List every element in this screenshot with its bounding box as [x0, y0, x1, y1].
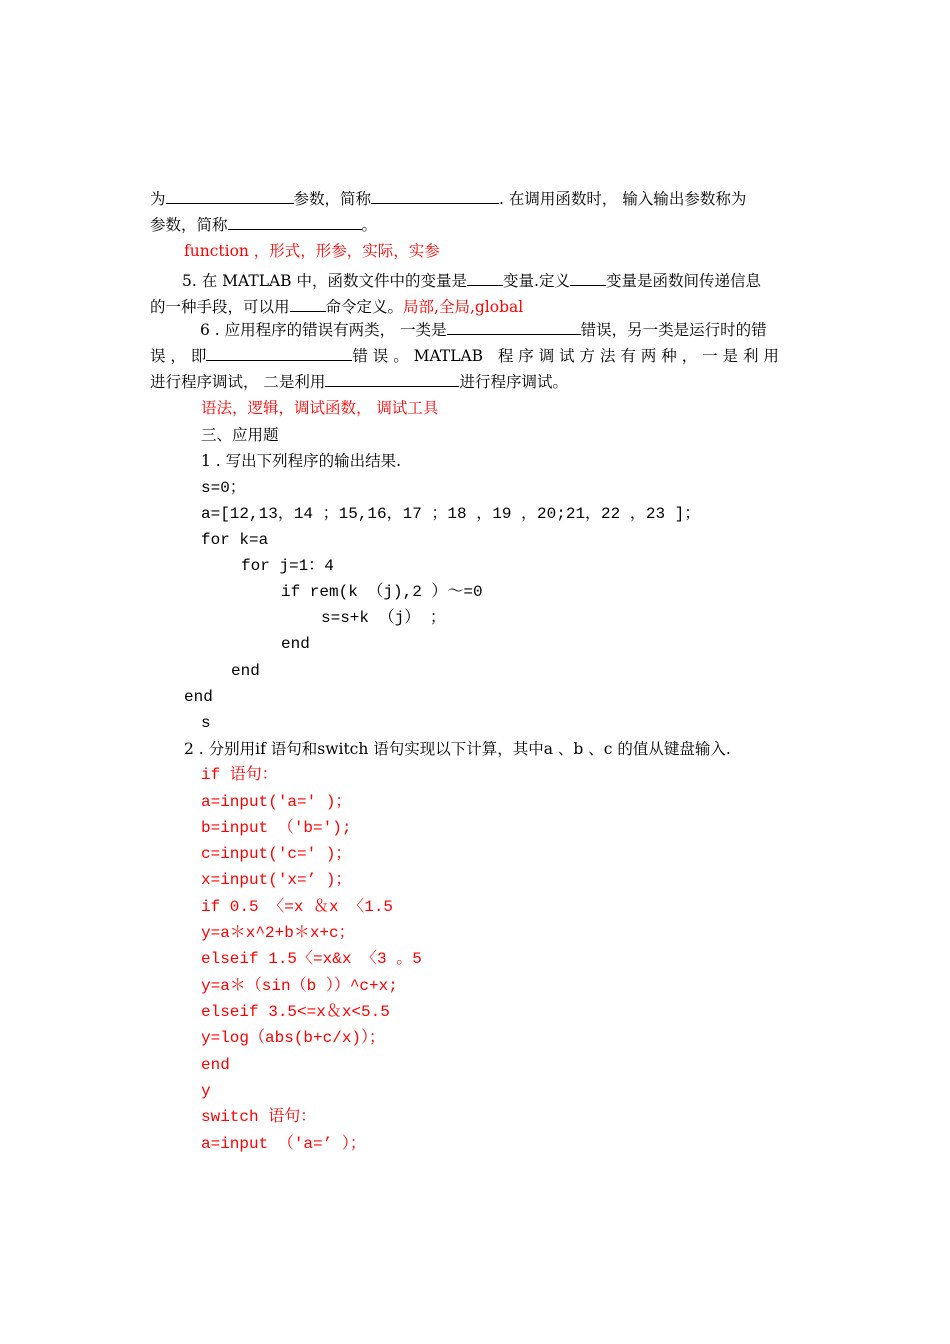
q4-text-e: 。 — [361, 216, 378, 234]
q6-text-d: 错 误 。 MATLAB 程 序 调 试 方 法 有 两 种 ， 一 是 利 用 — [352, 347, 779, 365]
answer-code-line: c=input('c=' )； — [201, 845, 352, 863]
q6-text-e: 进行程序调试， 二是利用 — [150, 373, 326, 391]
q6-text-a: 6 . 应用程序的错误有两类， 一类是 — [200, 321, 447, 339]
fill-blank — [570, 271, 606, 286]
q6-line-1 — [200, 320, 767, 340]
code-line: end — [281, 635, 310, 653]
q5-text-b: 变量.定义 — [503, 272, 570, 290]
fill-blank — [228, 215, 362, 230]
q4-line-1 — [150, 189, 746, 209]
app2-prompt: 2 . 分别用if 语句和switch 语句实现以下计算，其中a 、b 、c 的值从键盘输入. — [184, 740, 731, 758]
answer-code-line: if 语句： — [201, 766, 278, 784]
code-line: a=[12,13，14 ；15,16，17 ；18 ，19 ，20;21，22 ，23 ]； — [201, 505, 701, 523]
answer-code-line: elseif 1.5〈=x&x 〈3 。5 — [201, 950, 422, 968]
q6-answer: 语法，逻辑，调试函数， 调试工具 — [201, 399, 439, 417]
answer-code-line: y — [201, 1082, 211, 1100]
answer-code-line: switch 语句： — [201, 1108, 317, 1126]
answer-code-line: end — [201, 1056, 230, 1074]
q4-answer: function ，形式，形参，实际，实参 — [184, 242, 440, 260]
code-line: end — [231, 662, 260, 680]
q6-line-3 — [150, 372, 568, 392]
q4-text-b: 参数，简称 — [293, 190, 372, 208]
q5-text-a: 5. 在 MATLAB 中，函数文件中的变量是 — [182, 272, 468, 290]
q5-answer: 局部,全局,global — [403, 298, 524, 316]
code-line: if rem(k （j),2 ）～=0 — [281, 583, 483, 601]
q6-text-f: 进行程序调试。 — [459, 373, 568, 391]
section-heading: 三、应用题 — [201, 426, 279, 444]
answer-code-line: if 0.5 〈=x ＆x 〈1.5 — [201, 898, 394, 916]
fill-blank — [467, 271, 503, 286]
answer-code-line: y=a＊（sin（b ））^c+x; — [201, 977, 398, 995]
code-line: s — [201, 714, 211, 732]
q4-text-c: . 在调用函数时， 输入输出参数称为 — [499, 190, 747, 208]
answer-code-line: elseif 3.5<=x＆x<5.5 — [201, 1003, 390, 1021]
q6-text-c: 误 ， 即 — [150, 347, 207, 365]
fill-blank — [325, 372, 459, 387]
q5-text-d: 的一种手段，可以用 — [150, 298, 290, 316]
code-line: for j=1：4 — [241, 557, 334, 575]
answer-code-line: a=input （'a=’ ）； — [201, 1135, 366, 1153]
fill-blank — [290, 297, 326, 312]
answer-code-line: y=a＊x^2+b＊x+c； — [201, 924, 355, 942]
answer-code-line: y=log（abs(b+c/x)）； — [201, 1029, 386, 1047]
code-line: s=0； — [201, 479, 246, 497]
q4-text-a: 为 — [150, 190, 166, 208]
fill-blank — [206, 346, 352, 361]
q5-line-1 — [182, 271, 761, 291]
fill-blank — [166, 189, 294, 204]
app1-prompt: 1 . 写出下列程序的输出结果. — [201, 452, 402, 470]
fill-blank — [447, 320, 581, 335]
q5-text-e: 命令定义。 — [325, 298, 404, 316]
q5-text-c: 变量是函数间传递信息 — [605, 272, 761, 290]
q6-line-2 — [150, 346, 779, 366]
fill-blank — [371, 189, 499, 204]
q4-text-d: 参数，简称 — [150, 216, 228, 234]
answer-code-line: x=input('x=’ )； — [201, 871, 352, 889]
answer-code-line: a=input('a=' )； — [201, 793, 352, 811]
code-line: s=s+k （j） ； — [321, 609, 446, 627]
code-line: end — [184, 688, 213, 706]
code-line: for k=a — [201, 531, 269, 549]
q6-text-b: 错误，另一类是运行时的错 — [580, 321, 767, 339]
q5-line-2 — [150, 297, 523, 317]
q4-line-2 — [150, 215, 377, 235]
answer-code-line: b=input （'b='); — [201, 819, 352, 837]
